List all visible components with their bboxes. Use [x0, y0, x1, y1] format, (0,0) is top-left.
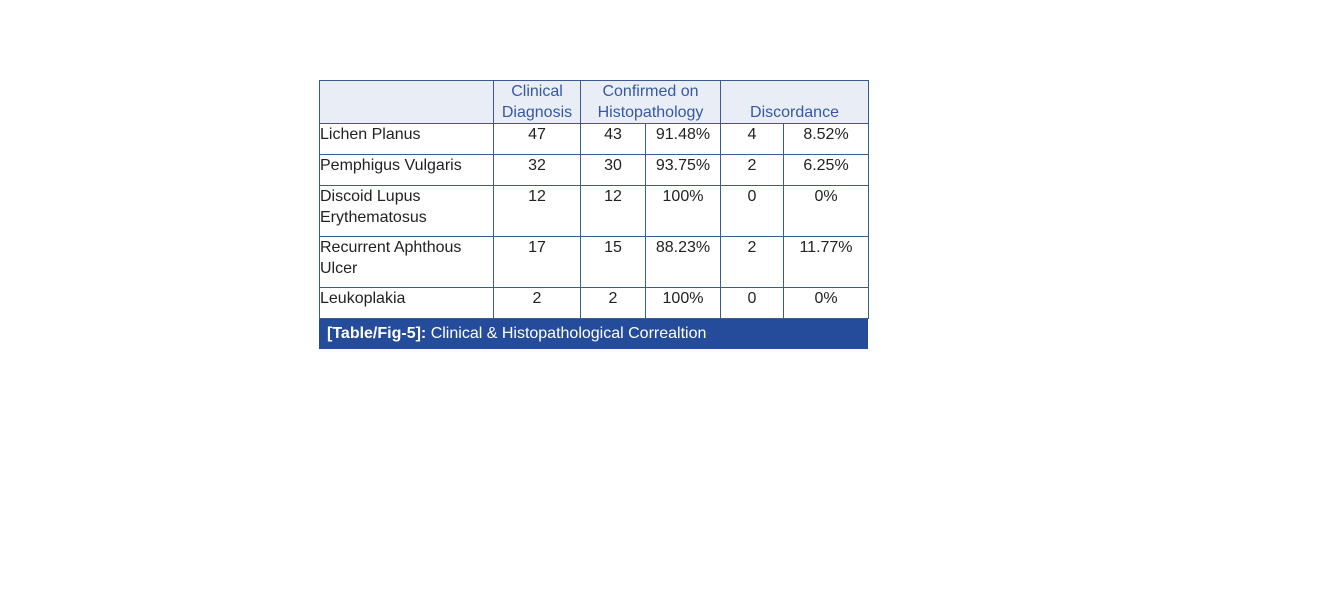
- clinical-count: 32: [494, 155, 581, 186]
- confirmed-count: 15: [581, 237, 646, 288]
- table-row: [320, 186, 869, 237]
- discordance-percent: 11.77%: [784, 237, 869, 288]
- header-discordance: Discordance: [721, 81, 869, 124]
- header-clinical-line1: Clinical: [511, 83, 563, 100]
- table-row: [320, 124, 869, 155]
- confirmed-count: 12: [581, 186, 646, 237]
- confirmed-percent: 100%: [646, 186, 721, 237]
- caption-text: Clinical & Histopathological Correaltion: [426, 325, 707, 342]
- clinical-count: 12: [494, 186, 581, 237]
- correlation-table: [319, 80, 869, 319]
- discordance-percent: 6.25%: [784, 155, 869, 186]
- header-confirmed-line2: Histopathology: [597, 104, 704, 121]
- discordance-count: 4: [721, 124, 784, 155]
- correlation-table-container: [319, 80, 868, 349]
- clinical-count: 2: [494, 288, 581, 319]
- confirmed-percent: 88.23%: [646, 237, 721, 288]
- clinical-count: 17: [494, 237, 581, 288]
- discordance-count: 2: [721, 155, 784, 186]
- header-confirmed-line1: Confirmed on: [602, 83, 699, 100]
- row-label: Lichen Planus: [320, 124, 494, 155]
- clinical-count: 47: [494, 124, 581, 155]
- discordance-percent: 0%: [784, 288, 869, 319]
- header-clinical-diagnosis: [494, 81, 581, 124]
- table-caption: [319, 319, 868, 349]
- table-row: [320, 237, 869, 288]
- row-label: Recurrent Aphthous Ulcer: [320, 237, 494, 288]
- header-confirmed-histopathology: [581, 81, 721, 124]
- caption-label: [Table/Fig-5]:: [327, 325, 427, 342]
- discordance-count: 0: [721, 288, 784, 319]
- table-header-row: [320, 81, 869, 124]
- confirmed-count: 2: [581, 288, 646, 319]
- discordance-count: 2: [721, 237, 784, 288]
- row-label: Pemphigus Vulgaris: [320, 155, 494, 186]
- header-clinical-line2: Diagnosis: [501, 104, 573, 121]
- confirmed-count: 30: [581, 155, 646, 186]
- discordance-percent: 0%: [784, 186, 869, 237]
- confirmed-percent: 100%: [646, 288, 721, 319]
- confirmed-percent: 91.48%: [646, 124, 721, 155]
- row-label: Leukoplakia: [320, 288, 494, 319]
- table-row: [320, 155, 869, 186]
- header-blank: [320, 81, 494, 124]
- row-label: Discoid Lupus Erythematosus: [320, 186, 494, 237]
- discordance-percent: 8.52%: [784, 124, 869, 155]
- table-row: [320, 288, 869, 319]
- confirmed-count: 43: [581, 124, 646, 155]
- confirmed-percent: 93.75%: [646, 155, 721, 186]
- discordance-count: 0: [721, 186, 784, 237]
- table-body: [320, 124, 869, 319]
